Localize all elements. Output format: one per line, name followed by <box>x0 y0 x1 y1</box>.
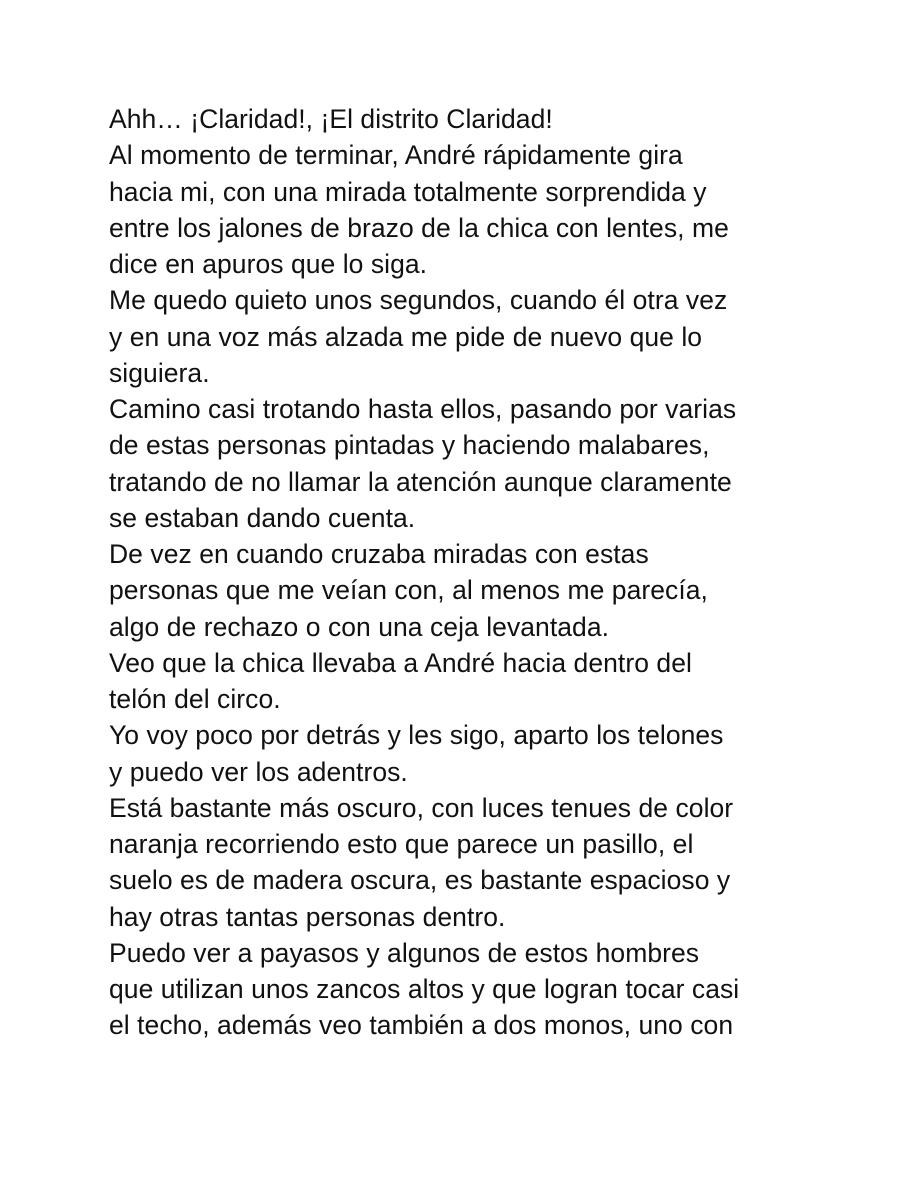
text-line: se estaban dando cuenta. <box>109 502 416 533</box>
text-line: de estas personas pintadas y haciendo malabares, <box>109 430 710 461</box>
text-line: Yo voy poco por detrás y les sigo, aparto los telones <box>109 720 724 751</box>
text-line: Me quedo quieto unos segundos, cuando él otra vez <box>109 285 728 316</box>
text-line: personas que me veían con, al menos me parecía, <box>109 575 708 606</box>
text-line: hay otras tantas personas dentro. <box>109 901 506 932</box>
text-line: siguiera. <box>109 357 210 388</box>
text-line: Está bastante más oscuro, con luces tenues de color <box>109 792 734 823</box>
text-line: telón del circo. <box>109 684 281 714</box>
text-line: De vez en cuando cruzaba miradas con estas <box>109 539 649 569</box>
text-line: tratando de no llamar la atención aunque claramente <box>109 466 732 497</box>
text-line: entre los jalones de brazo de la chica con lentes, me <box>109 212 729 243</box>
text-line: Al momento de terminar, André rápidamente gira <box>109 140 683 171</box>
text-line: suelo es de madera oscura, es bastante espacioso y <box>109 865 731 896</box>
text-line: y en una voz más alzada me pide de nuevo que lo <box>109 321 703 352</box>
text-line: hacia mi, con una mirada totalmente sorprendida y <box>109 176 707 207</box>
text-line: Puedo ver a payasos y algunos de estos hombres <box>109 937 700 968</box>
text-line: Veo que la chica llevaba a André hacia dentro del <box>109 647 692 678</box>
text-line: dice en apuros que lo siga. <box>109 249 428 279</box>
text-line: que utilizan unos zancos altos y que logran tocar casi <box>109 974 740 1004</box>
body-text <box>109 101 809 1044</box>
text-line: algo de rechazo o con una ceja levantada. <box>109 611 610 642</box>
text-line: y puedo ver los adentros. <box>109 756 408 787</box>
text-line: Ahh… ¡Claridad!, ¡El distrito Claridad! <box>109 104 553 134</box>
text-line: Camino casi trotando hasta ellos, pasando por varias <box>109 394 737 424</box>
text-line: el techo, además veo también a dos monos, uno con <box>109 1010 734 1041</box>
text-line: naranja recorriendo esto que parece un pasillo, el <box>109 829 694 859</box>
